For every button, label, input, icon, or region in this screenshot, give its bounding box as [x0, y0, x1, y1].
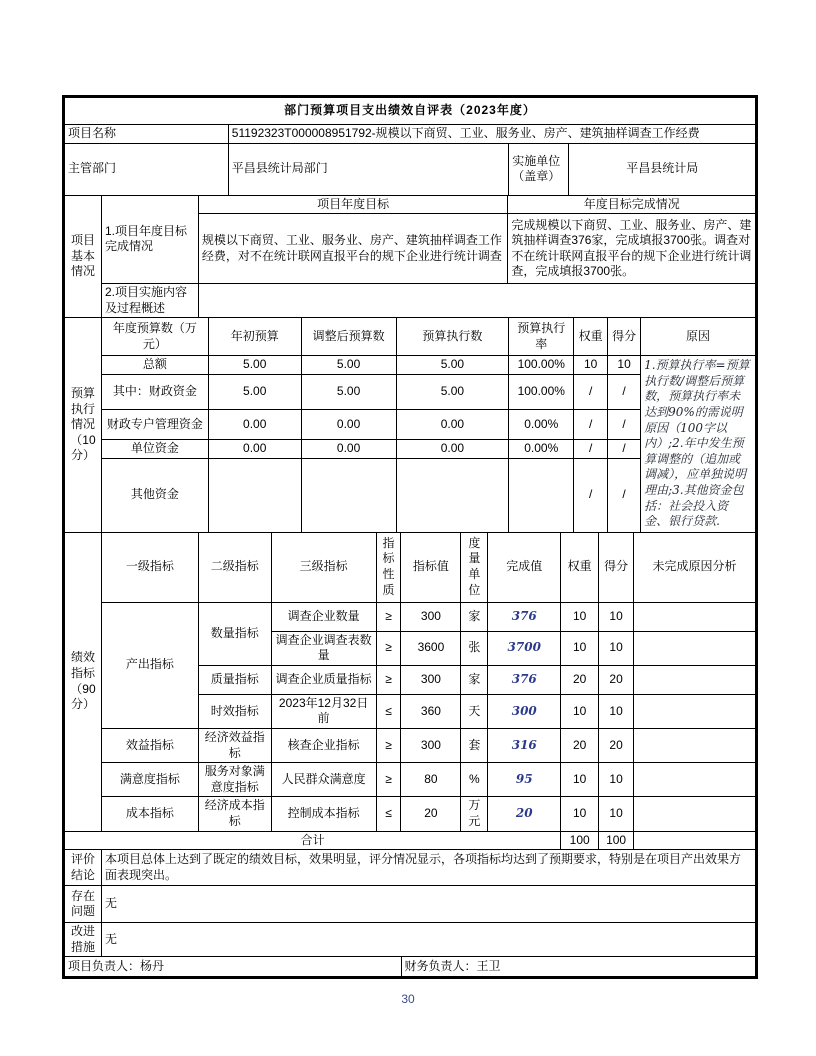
- budget-cell: 100.00%: [509, 374, 574, 409]
- indicator-done: 3700: [488, 631, 561, 665]
- indicator-target: 20: [401, 797, 461, 831]
- indicator-header-unit: 度量单位: [461, 532, 488, 602]
- budget-cell: /: [574, 439, 608, 458]
- indicator-level1: 效益指标: [101, 728, 198, 762]
- budget-cell: 0.00: [208, 409, 301, 439]
- budget-cell: 0.00: [396, 439, 509, 458]
- total-row: [65, 831, 756, 850]
- budget-header-weight: 权重: [574, 318, 608, 356]
- indicator-unit: %: [461, 763, 488, 797]
- budget-reason-note: 1.预算执行率=预算执行数/调整后预算数，预算执行率未达到90%的需说明原因（100字以内）;2.年中发生预算调整的（追加或调减），应单独说明理由;3.其他资金包括：社会投入资金、银行贷款.: [641, 356, 756, 532]
- indicators-table: [64, 532, 756, 851]
- budget-cell: 0.00: [301, 439, 396, 458]
- header-table: [64, 97, 756, 196]
- indicator-level3: 调查企业质量指标: [271, 665, 376, 694]
- budget-cell: 5.00: [396, 356, 509, 375]
- indicator-header-level1: 一级指标: [101, 532, 198, 602]
- indicator-reason: [634, 631, 756, 665]
- project-manager-label: 项目负责人：: [68, 958, 141, 973]
- budget-row-label: 单位资金: [101, 439, 208, 458]
- indicator-level3: 2023年12月32日前: [271, 694, 376, 728]
- budget-header-score: 得分: [608, 318, 641, 356]
- budget-cell: 5.00: [301, 356, 396, 375]
- indicator-level3: 核查企业指标: [271, 728, 376, 762]
- dept-label: 主管部门: [65, 143, 229, 195]
- budget-header-initial: 年初预算: [208, 318, 301, 356]
- indicator-unit: 万元: [461, 797, 488, 831]
- goal-completion-text: 完成规模以下商贸、工业、服务业、房产、建筑抽样调查376家，完成填报3700张。调查对不在统计联网直报平台的规下企业进行统计调查，完成填报3700张。: [508, 214, 756, 284]
- indicator-reason: [634, 602, 756, 631]
- indicator-done: 95: [488, 763, 561, 797]
- budget-cell: 0.00%: [509, 439, 574, 458]
- indicator-weight: 10: [561, 763, 599, 797]
- indicator-score: 10: [599, 694, 634, 728]
- indicator-reason: [634, 763, 756, 797]
- indicator-level1: 产出指标: [101, 602, 198, 728]
- conclusion-label: 评价结论: [65, 850, 102, 886]
- budget-header-reason: 原因: [641, 318, 756, 356]
- indicator-score: 20: [599, 728, 634, 762]
- budget-header-adjusted: 调整后预算数: [301, 318, 396, 356]
- budget-row-label: 财政专户管理资金: [101, 409, 208, 439]
- budget-cell: /: [574, 409, 608, 439]
- indicators-section-label: 绩效指标（90分）: [65, 532, 102, 831]
- indicator-nature: ≤: [376, 694, 401, 728]
- indicator-level2: 时效指标: [198, 694, 271, 728]
- budget-cell: 0.00: [396, 409, 509, 439]
- table-row: [65, 797, 756, 831]
- indicator-header-target: 指标值: [401, 532, 461, 602]
- problems-label: 存在问题: [65, 886, 102, 923]
- project-manager-cell: [65, 957, 402, 977]
- annual-goal-text: 规模以下商贸、工业、服务业、房产、建筑抽样调查工作经费，对不在统计联网直报平台的规下企业进行统计调查: [198, 214, 508, 284]
- budget-row-label: 其中：财政资金: [101, 374, 208, 409]
- indicator-nature: ≥: [376, 631, 401, 665]
- indicator-level3: 人民群众满意度: [271, 763, 376, 797]
- indicator-score: 20: [599, 665, 634, 694]
- indicator-unit: 张: [461, 631, 488, 665]
- indicator-unit: 天: [461, 694, 488, 728]
- budget-cell: /: [608, 458, 641, 532]
- indicator-nature: ≥: [376, 763, 401, 797]
- indicator-score: 10: [599, 631, 634, 665]
- indicator-weight: 10: [561, 694, 599, 728]
- indicator-level2: 经济效益指标: [198, 728, 271, 762]
- basic-info-table: [64, 195, 756, 319]
- budget-cell: 0.00%: [509, 409, 574, 439]
- budget-cell: [208, 458, 301, 532]
- indicator-nature: ≥: [376, 665, 401, 694]
- budget-cell: 5.00: [396, 374, 509, 409]
- indicator-nature: ≥: [376, 728, 401, 762]
- goal-completion-header: 年度目标完成情况: [508, 195, 756, 214]
- budget-header-executed: 预算执行数: [396, 318, 509, 356]
- indicator-header-nature: 指标性质: [376, 532, 401, 602]
- indicator-reason: [634, 665, 756, 694]
- project-name-value: 51192323T000008951792-规模以下商贸、工业、服务业、房产、建筑抽样调查工作经费: [228, 125, 755, 144]
- indicator-weight: 10: [561, 797, 599, 831]
- indicator-level2: 服务对象满意度指标: [198, 763, 271, 797]
- budget-cell: /: [574, 458, 608, 532]
- indicator-reason: [634, 728, 756, 762]
- budget-cell: [396, 458, 509, 532]
- indicator-target: 3600: [401, 631, 461, 665]
- table-row: [65, 602, 756, 631]
- indicator-reason: [634, 797, 756, 831]
- indicator-header-done: 完成值: [488, 532, 561, 602]
- indicator-weight: 10: [561, 602, 599, 631]
- indicator-target: 300: [401, 602, 461, 631]
- indicator-level2: 质量指标: [198, 665, 271, 694]
- budget-row-label: 其他资金: [101, 458, 208, 532]
- indicator-score: 10: [599, 602, 634, 631]
- budget-cell: 5.00: [208, 356, 301, 375]
- budget-row-label: 总额: [101, 356, 208, 375]
- form-title: 部门预算项目支出绩效自评表（2023年度）: [65, 98, 756, 125]
- indicator-level3: 调查企业数量: [271, 602, 376, 631]
- indicator-level1: 满意度指标: [101, 763, 198, 797]
- indicator-score: 10: [599, 763, 634, 797]
- indicator-level1: 成本指标: [101, 797, 198, 831]
- indicator-weight: 20: [561, 665, 599, 694]
- total-label: 合计: [65, 831, 561, 850]
- indicator-unit: 家: [461, 665, 488, 694]
- indicator-unit: 套: [461, 728, 488, 762]
- total-score: 100: [599, 831, 634, 850]
- improvements-text: 无: [101, 923, 755, 957]
- budget-cell: 5.00: [208, 374, 301, 409]
- total-weight: 100: [561, 831, 599, 850]
- indicator-target: 80: [401, 763, 461, 797]
- indicator-level2: 数量指标: [198, 602, 271, 665]
- budget-cell: 100.00%: [509, 356, 574, 375]
- indicator-header-reason: 未完成原因分析: [634, 532, 756, 602]
- indicator-nature: ≥: [376, 602, 401, 631]
- indicator-reason: [634, 694, 756, 728]
- indicator-header-level2: 二级指标: [198, 532, 271, 602]
- dept-value: 平昌县统计局部门: [228, 143, 509, 195]
- indicator-score: 10: [599, 797, 634, 831]
- budget-header-rate: 预算执行率: [509, 318, 574, 356]
- budget-cell: [301, 458, 396, 532]
- indicator-done: 300: [488, 694, 561, 728]
- signature-table: [64, 956, 756, 977]
- impl-unit-value: 平昌县统计局: [569, 143, 756, 195]
- page-number: 30: [401, 992, 415, 1006]
- budget-cell: 10: [608, 356, 641, 375]
- table-row: [65, 763, 756, 797]
- indicator-level2: 经济成本指标: [198, 797, 271, 831]
- indicator-done: 316: [488, 728, 561, 762]
- implementation-row-label: 2.项目实施内容及过程概述: [101, 284, 198, 318]
- finance-manager-name: 王卫: [476, 958, 501, 973]
- budget-cell: [509, 458, 574, 532]
- indicator-weight: 10: [561, 631, 599, 665]
- budget-section-label: 预算执行情况（10分）: [65, 318, 102, 532]
- implementation-row-value: [198, 284, 755, 318]
- budget-table: [64, 317, 756, 532]
- budget-cell: /: [574, 374, 608, 409]
- indicator-level3: 调查企业调查表数量: [271, 631, 376, 665]
- indicator-target: 300: [401, 665, 461, 694]
- impl-unit-label: 实施单位（盖章）: [509, 143, 569, 195]
- budget-cell: 0.00: [301, 409, 396, 439]
- total-reason-cell: [634, 831, 756, 850]
- improvements-label: 改进措施: [65, 923, 102, 957]
- table-row: [65, 356, 756, 375]
- budget-cell: /: [608, 439, 641, 458]
- evaluation-form: [62, 95, 758, 979]
- finance-manager-label: 财务负责人：: [404, 958, 477, 973]
- budget-cell: 10: [574, 356, 608, 375]
- conclusion-text: 本项目总体上达到了既定的绩效目标，效果明显，评分情况显示，各项指标均达到了预期要求，特别是在项目产出效果方面表现突出。: [101, 850, 755, 886]
- indicator-done: 376: [488, 665, 561, 694]
- indicator-target: 300: [401, 728, 461, 762]
- indicator-nature: ≤: [376, 797, 401, 831]
- budget-cell: 0.00: [208, 439, 301, 458]
- indicator-header-score: 得分: [599, 532, 634, 602]
- budget-header-annual: 年度预算数（万元）: [101, 318, 208, 356]
- table-row: [65, 728, 756, 762]
- budget-cell: 5.00: [301, 374, 396, 409]
- indicator-header-weight: 权重: [561, 532, 599, 602]
- indicator-header-level3: 三级指标: [271, 532, 376, 602]
- annual-goal-row-label: 1.项目年度目标完成情况: [101, 195, 198, 284]
- indicator-level3: 控制成本指标: [271, 797, 376, 831]
- indicator-unit: 家: [461, 602, 488, 631]
- indicator-done: 376: [488, 602, 561, 631]
- problems-text: 无: [101, 886, 755, 923]
- annual-goal-header: 项目年度目标: [198, 195, 508, 214]
- budget-cell: /: [608, 374, 641, 409]
- project-manager-name: 杨丹: [140, 958, 165, 973]
- indicator-done: 20: [488, 797, 561, 831]
- finance-manager-cell: [401, 957, 755, 977]
- indicator-weight: 20: [561, 728, 599, 762]
- conclusion-table: [64, 849, 756, 957]
- basic-section-label: 项目基本情况: [65, 195, 102, 318]
- budget-cell: /: [608, 409, 641, 439]
- indicator-target: 360: [401, 694, 461, 728]
- project-name-label: 项目名称: [65, 125, 229, 144]
